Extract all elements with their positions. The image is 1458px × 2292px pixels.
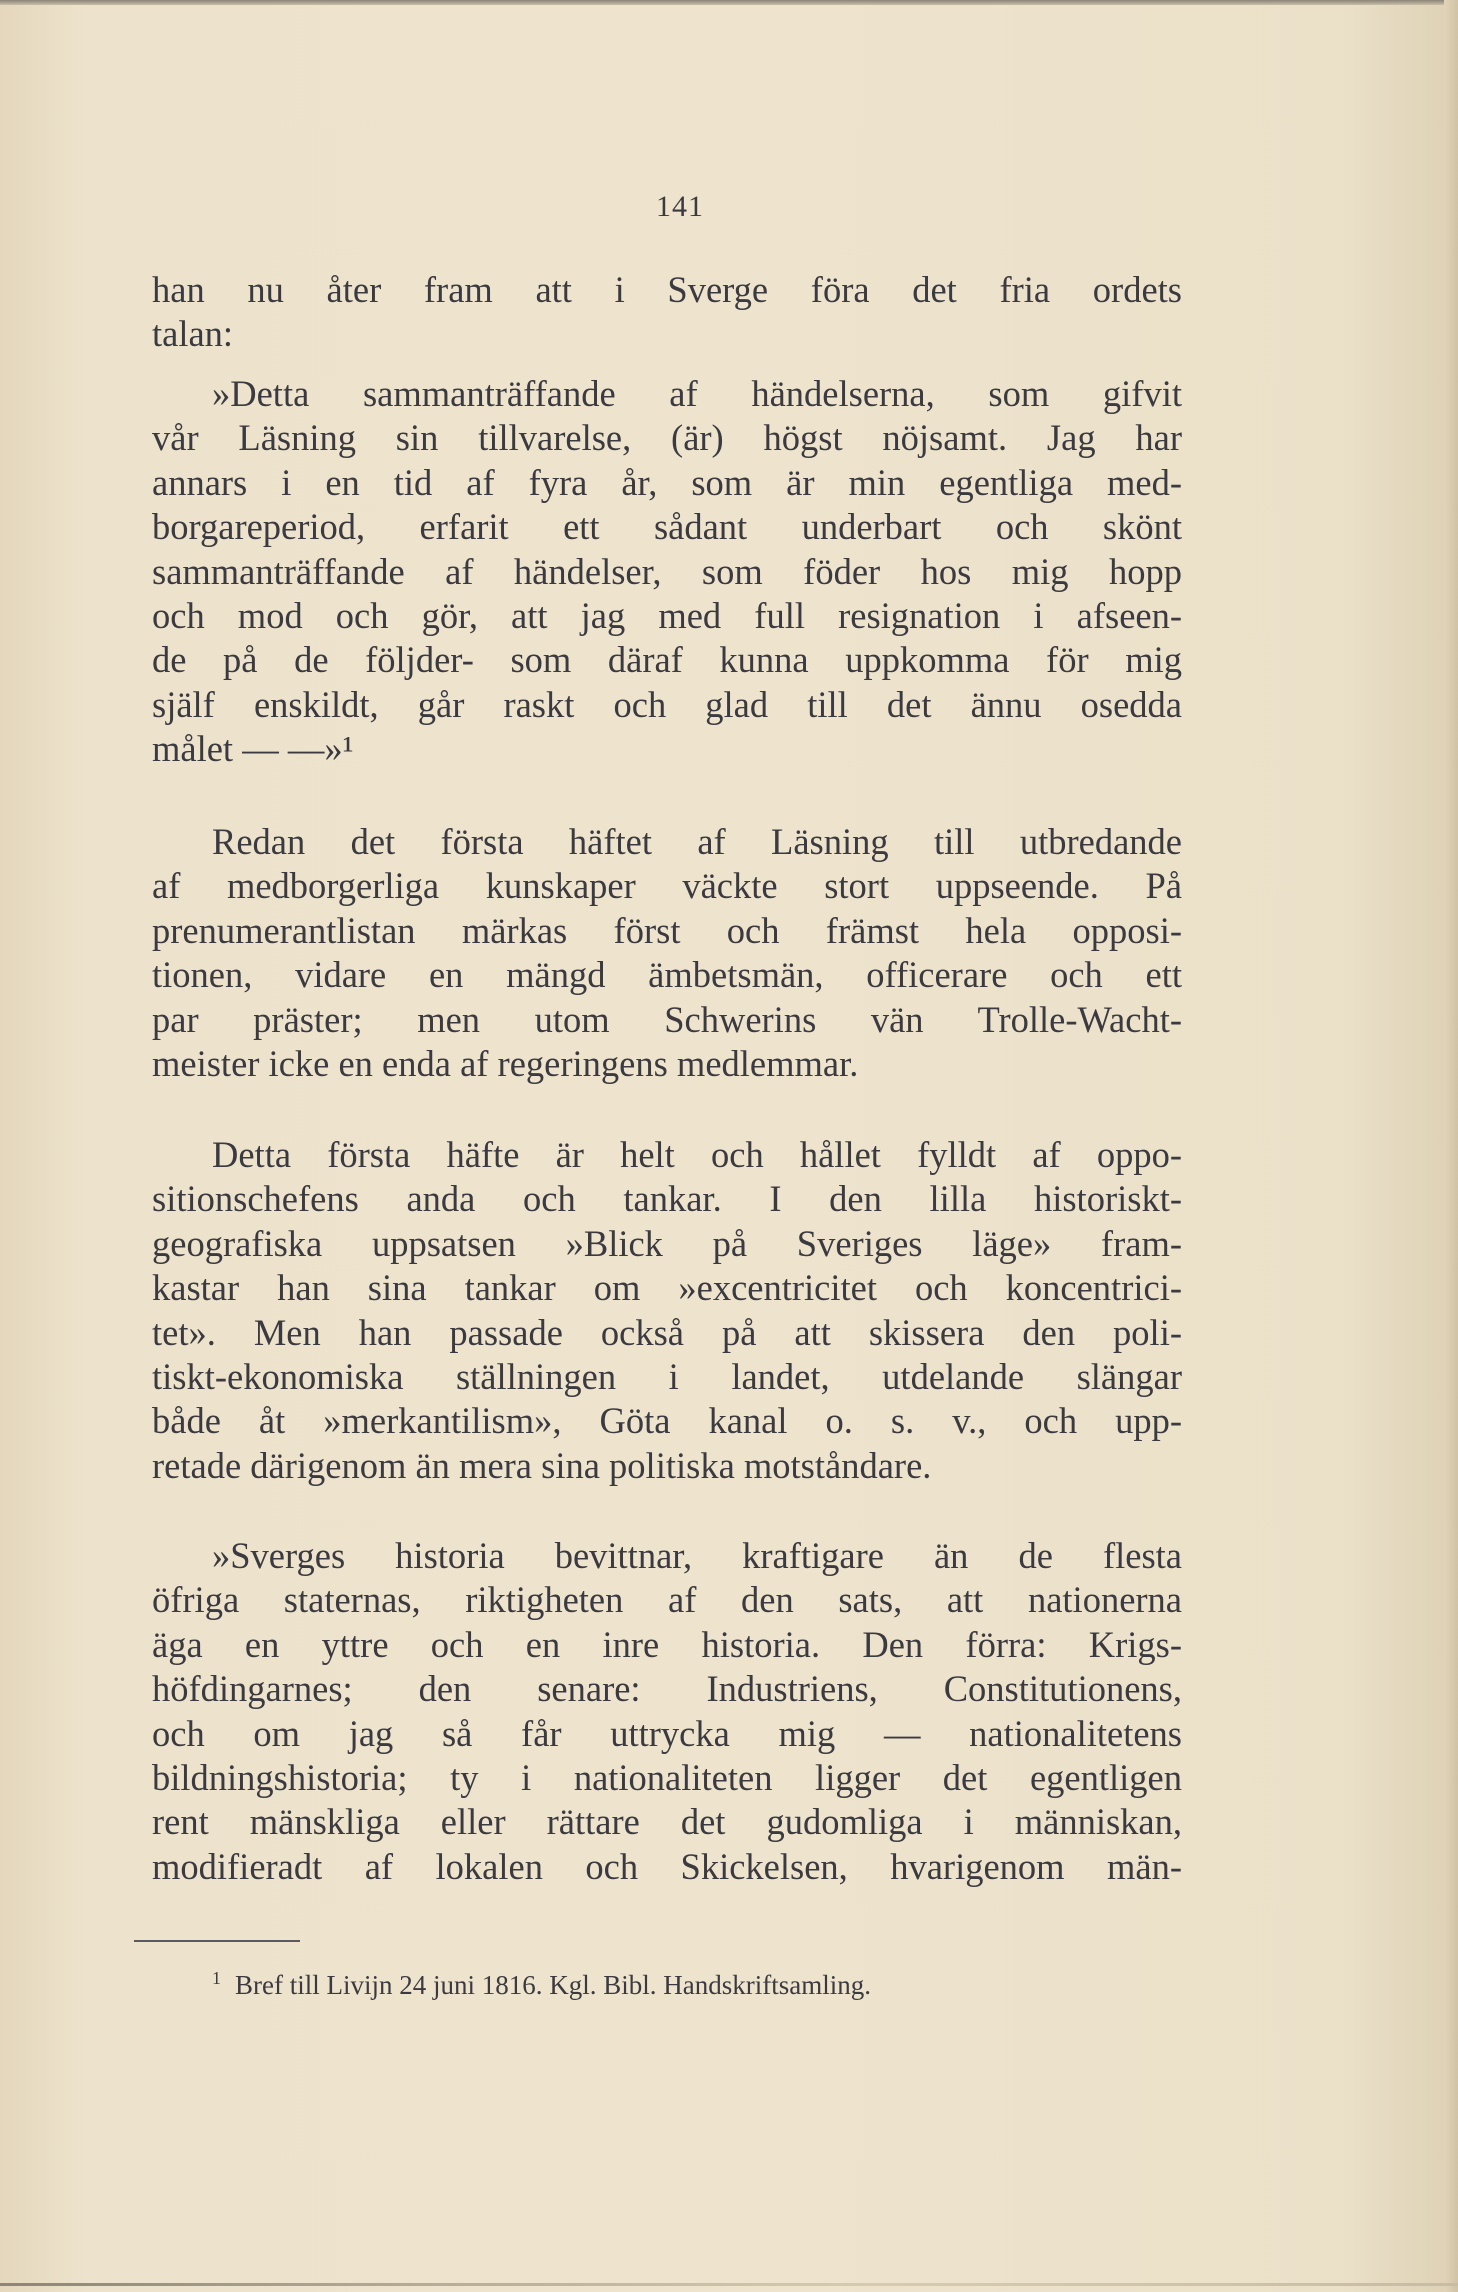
text-line: tionen, vidare en mängd ämbetsmän, officerare och ett	[152, 954, 1182, 996]
paragraph-first-issue	[152, 820, 1182, 1086]
page-right-edge	[1444, 0, 1458, 2292]
text-line: geografiska uppsatsen »Blick på Sveriges läge» fram-	[152, 1222, 1182, 1264]
text-line: modifieradt af lokalen och Skickelsen, hvarigenom män-	[152, 1845, 1182, 1887]
text-line: meister icke en enda af regeringens medlemmar.	[152, 1043, 859, 1085]
footnote-text: Bref till Livijn 24 juni 1816. Kgl. Bibl. Handskriftsamling.	[235, 1970, 871, 2000]
text-line: Redan det första häftet af Läsning till utbredande	[212, 821, 1182, 862]
text-line: borgareperiod, erfarit ett sådant underbart och skönt	[152, 506, 1182, 548]
text-line: öfriga staternas, riktigheten af den sats, att nationerna	[152, 1579, 1182, 1621]
text-line: själf enskildt, går raskt och glad till det ännu osedda	[152, 683, 1182, 725]
paragraph-quotation	[152, 372, 1182, 772]
text-line: kastar han sina tankar om »excentricitet och koncentrici-	[152, 1267, 1182, 1309]
text-line: »Sverges historia bevittnar, kraftigare än de flesta	[212, 1535, 1182, 1576]
text-line: och om jag så får uttrycka mig — nationalitetens	[152, 1712, 1182, 1754]
text-line: både åt »merkantilism», Göta kanal o. s. v., och upp-	[152, 1400, 1182, 1442]
text-line: talan:	[152, 313, 234, 355]
page-number: 141	[656, 190, 704, 223]
text-line: prenumerantlistan märkas först och främst hela opposi-	[152, 909, 1182, 951]
paragraph-opposition	[152, 1133, 1182, 1488]
text-line: tet». Men han passade också på att skissera den poli-	[152, 1311, 1182, 1353]
text-line: Detta första häfte är helt och hållet fylldt af oppo-	[212, 1134, 1182, 1175]
text-line: vår Läsning sin tillvarelse, (är) högst nöjsamt. Jag har	[152, 417, 1182, 459]
text-line: och mod och gör, att jag med full resignation i afseen-	[152, 595, 1182, 637]
text-line: par präster; men utom Schwerins vän Trolle-Wacht-	[152, 998, 1182, 1040]
text-line: äga en yttre och en inre historia. Den förra: Krigs-	[152, 1623, 1182, 1665]
text-line: målet — —»¹	[152, 728, 354, 770]
text-line: höfdingarnes; den senare: Industriens, Constitutionens,	[152, 1668, 1182, 1710]
text-line: de på de följder- som däraf kunna uppkomma för mig	[152, 639, 1182, 681]
footnote-divider	[134, 1940, 300, 1942]
text-line: af medborgerliga kunskaper väckte stort uppseende. På	[152, 865, 1182, 907]
text-line: sitionschefens anda och tankar. I den lilla historiskt-	[152, 1178, 1182, 1220]
text-line: retade därigenom än mera sina politiska motståndare.	[152, 1444, 932, 1486]
page-top-edge	[0, 0, 1458, 5]
footnote-mark: 1	[212, 1968, 221, 1988]
paragraph-history-quote	[152, 1534, 1182, 1889]
text-line: annars i en tid af fyra år, som är min egentliga med-	[152, 461, 1182, 503]
page-bottom-edge	[0, 2283, 1458, 2286]
text-line: rent mänskliga eller rättare det gudomliga i människan,	[152, 1801, 1182, 1843]
footnote	[212, 1960, 1112, 2003]
paragraph-intro	[152, 268, 1182, 357]
text-line: »Detta sammanträffande af händelserna, som gifvit	[212, 373, 1182, 414]
text-line: tiskt-ekonomiska ställningen i landet, utdelande slängar	[152, 1356, 1182, 1398]
text-line: bildningshistoria; ty i nationaliteten ligger det egentligen	[152, 1757, 1182, 1799]
text-line: sammanträffande af händelser, som föder hos mig hopp	[152, 550, 1182, 592]
text-line: han nu åter fram att i Sverge föra det fria ordets	[152, 269, 1182, 310]
